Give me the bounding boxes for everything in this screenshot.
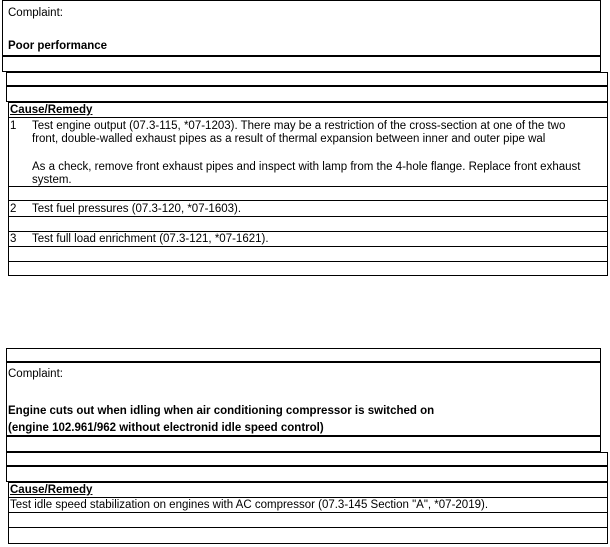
item-number-1: 1	[10, 120, 17, 132]
divider	[8, 186, 608, 187]
complaint-text-2-line2: (engine 102.961/962 without electronid idle speed control)	[8, 422, 324, 434]
complaint-label-1: Complaint:	[8, 7, 63, 19]
cause-header-2: Cause/Remedy	[10, 484, 93, 496]
cause-table-2	[8, 482, 608, 544]
complaint-label-2: Complaint:	[8, 368, 63, 380]
divider	[8, 216, 608, 217]
item-text-1-line3: As a check, remove front exhaust pipes and inspect with lamp from the 4-hole flange. Replace front exhaust	[32, 161, 581, 173]
cause-header-1: Cause/Remedy	[10, 104, 93, 116]
complaint-text-2-line1: Engine cuts out when idling when air conditioning compressor is switched on	[8, 405, 435, 417]
item-text-3: Test full load enrichment (07.3-121, *07-1621).	[32, 233, 269, 245]
divider	[8, 497, 608, 498]
complaint-text-1: Poor performance	[8, 40, 108, 52]
divider	[8, 200, 608, 201]
item-text-1-line4: system.	[32, 174, 72, 186]
spacer-row-2b	[6, 436, 601, 452]
spacer-row-1c	[6, 86, 608, 102]
item-number-3: 3	[10, 233, 17, 245]
item-text-2: Test fuel pressures (07.3-120, *07-1603).	[32, 203, 242, 215]
item-number-2: 2	[10, 203, 17, 215]
item-text-1-line2: front, double-walled exhaust pipes as a result of thermal expansion between inner and outer pipe wal	[32, 133, 546, 145]
item-text-1-line1: Test engine output (07.3-115, *07-1203). There may be a restriction of the cross-section at one of the two	[32, 120, 566, 132]
divider	[8, 231, 608, 232]
divider	[8, 246, 608, 247]
divider	[8, 527, 608, 528]
spacer-row-2c	[6, 452, 608, 466]
spacer-row-2d	[6, 466, 608, 482]
remedy-text-2: Test idle speed stabilization on engines with AC compressor (07.3-145 Section "A", *07-2019).	[10, 499, 489, 511]
divider	[8, 512, 608, 513]
spacer-row-1b	[6, 72, 608, 86]
spacer-row-1a	[2, 56, 601, 72]
spacer-row-2a	[6, 348, 601, 362]
divider	[8, 261, 608, 262]
divider	[8, 117, 608, 118]
